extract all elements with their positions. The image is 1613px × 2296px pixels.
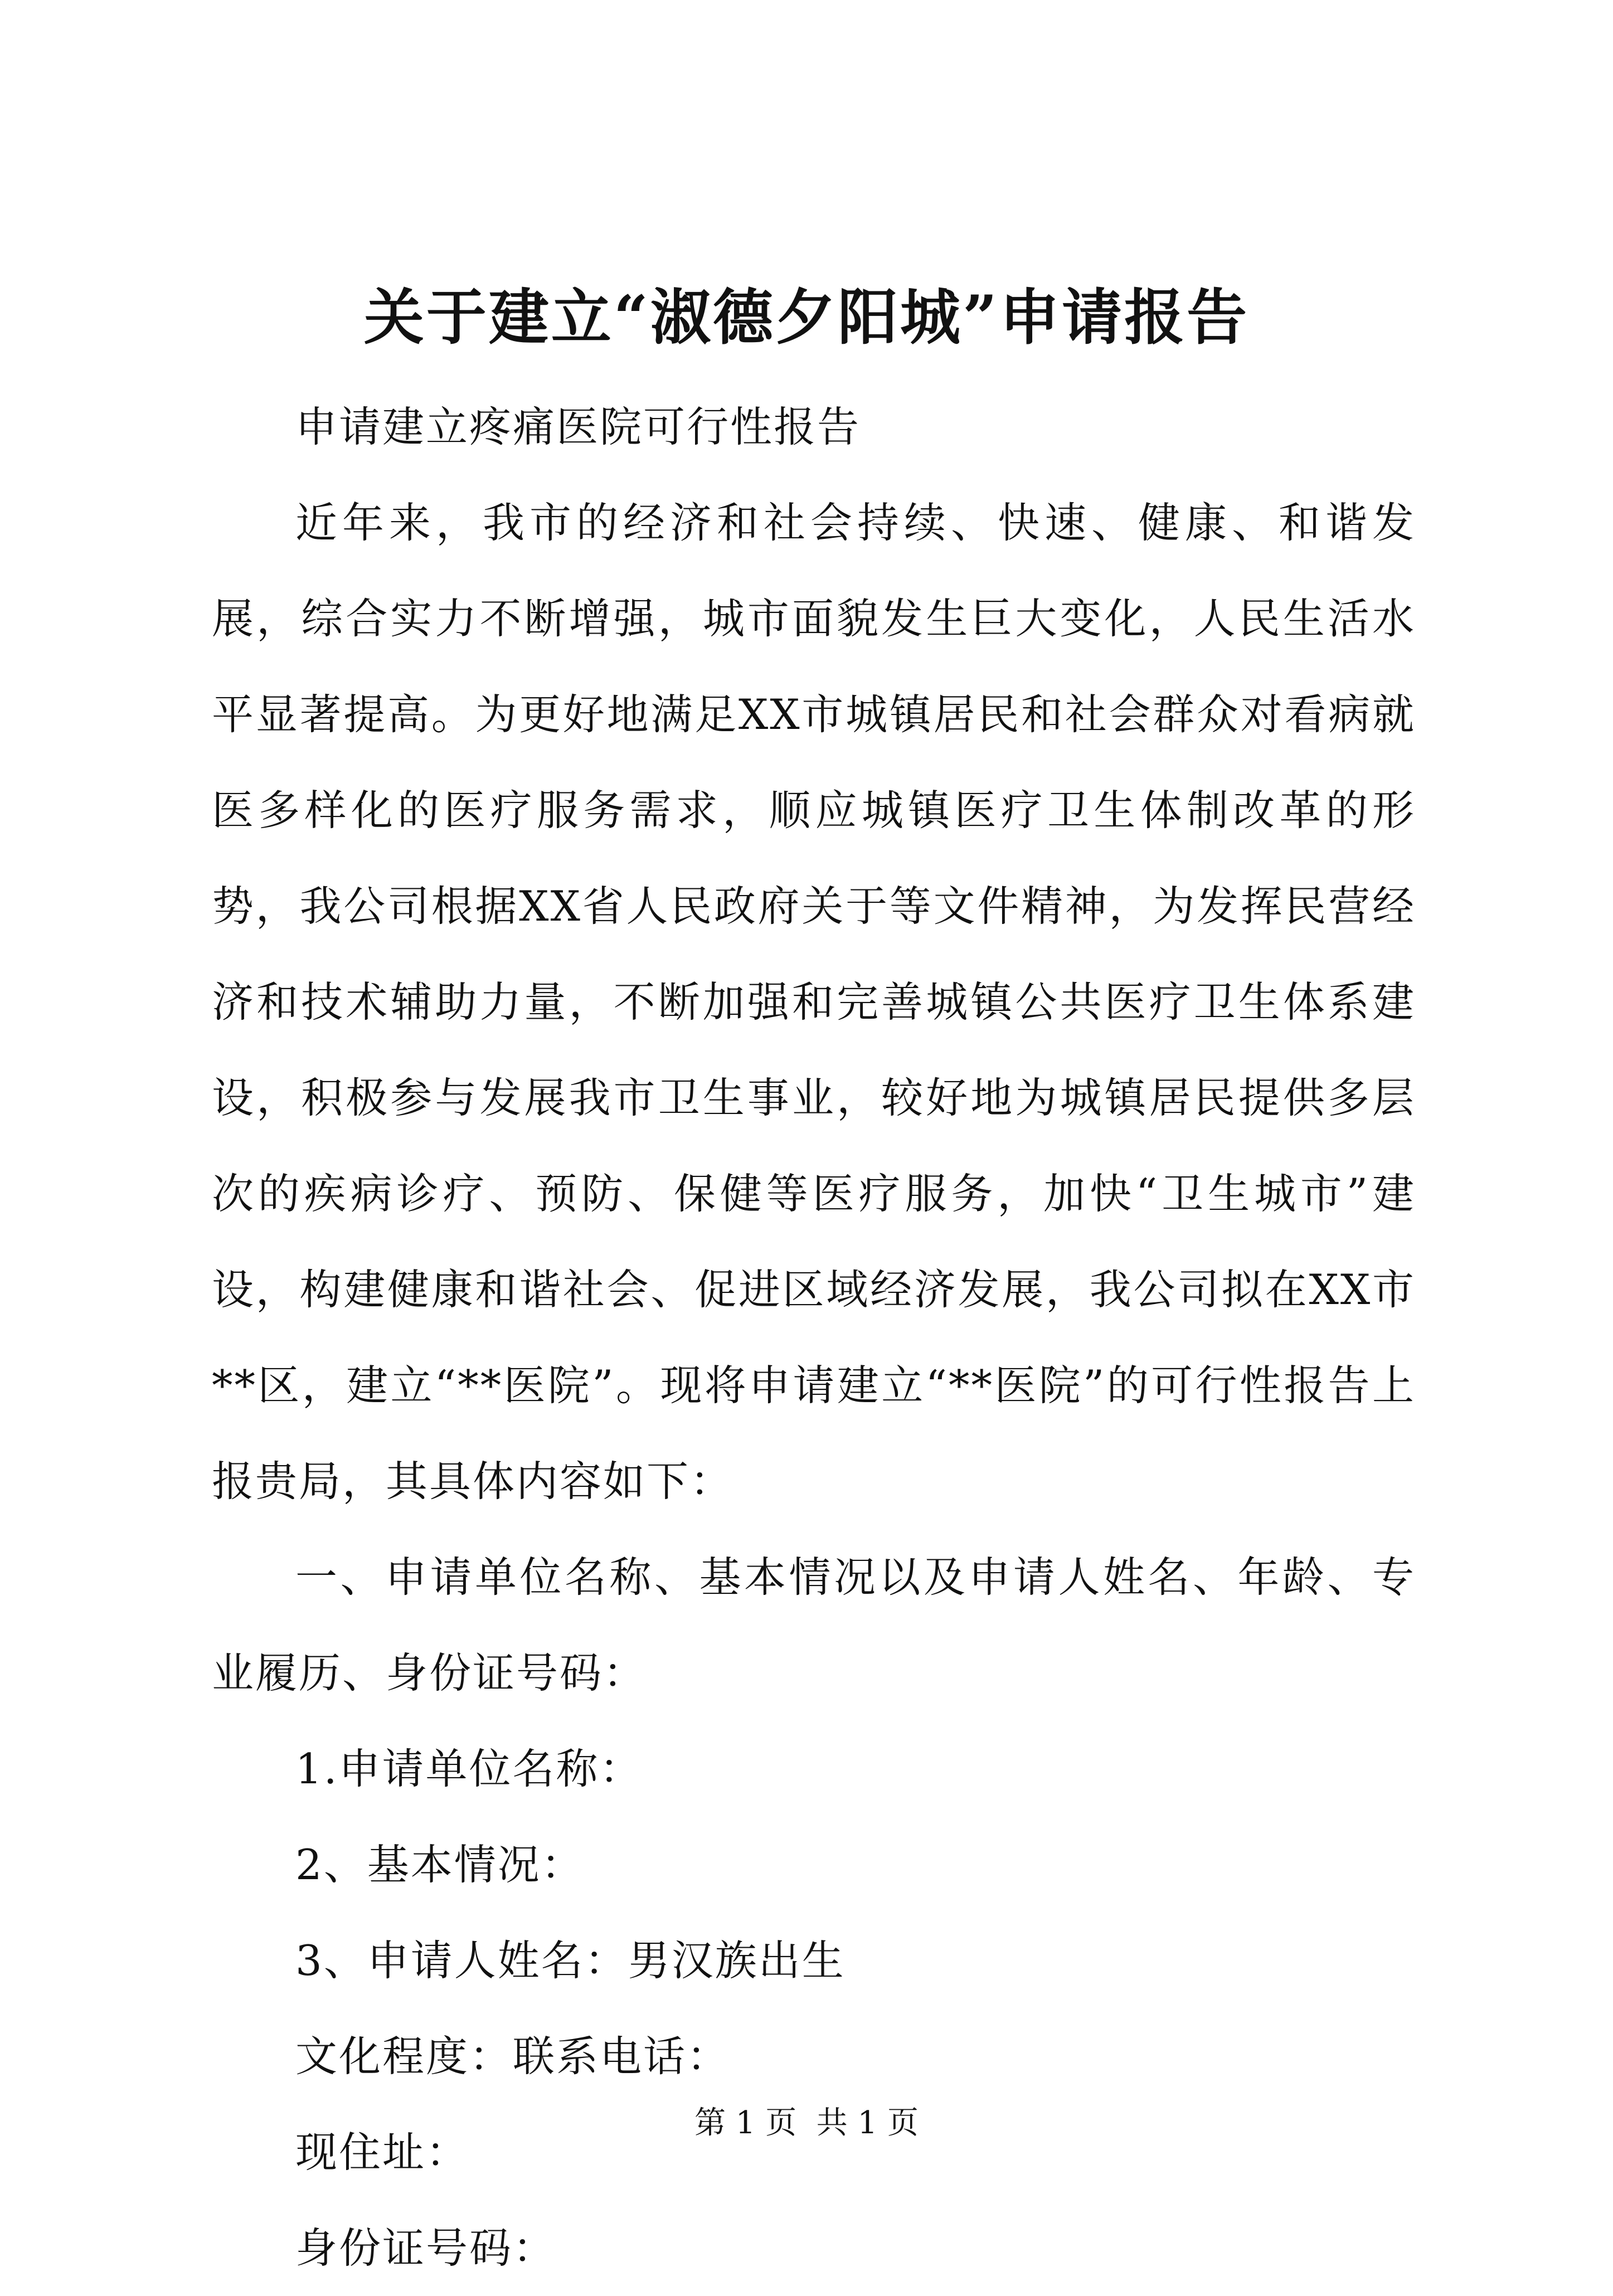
page-footer: 第 1 页 共 1 页 [694,2105,919,2141]
id-number-line: 身份证号码： [295,2224,557,2273]
intro-paragraph: 近年来，我市的经济和社会持续、快速、健康、和谐发展，综合实力不断增强，城市面貌发生巨大变化，人民生活水平显著提高。为更好地满足XX市城镇居民和社会群众对看病就医多样化的医疗服务需求，顺应城镇医疗卫生体制改革的形势，我公司根据XX省人民政府关于等文件精神，为发挥民营经济和技术辅助力量，不断加强和完善城镇公共医疗卫生体系建设，积极参与发展我市卫生事业，较好地为城镇居民提供多层次的疾病诊疗、预防、保健等医疗服务，加快“卫生城市”建设，构建健康和谐社会、促进区域经济发展，我公司拟在XX市**区，建立“**医院”。现将申请建立“**医院”的可行性报告上报贵局，其具体内容如下： [212,498,1416,1506]
document-body [212,379,1416,2296]
basic-info-line: 2、基本情况： [295,1840,585,1889]
applicant-name-line: 3、申请人姓名：男汉族出生 [295,1936,846,1985]
education-phone-line: 文化程度：联系电话： [295,2032,731,2081]
subtitle-paragraph: 申请建立疼痛医院可行性报告 [295,402,861,451]
document-title: 关于建立“淑德夕阳城”申请报告 [363,283,1250,353]
address-line: 现住址： [295,2128,470,2177]
applicant-unit-name-line: 1.申请单位名称： [295,1744,643,1793]
section-heading-paragraph: 一、申请单位名称、基本情况以及申请人姓名、年龄、专业履历、身份证号码： [212,1553,1416,1697]
